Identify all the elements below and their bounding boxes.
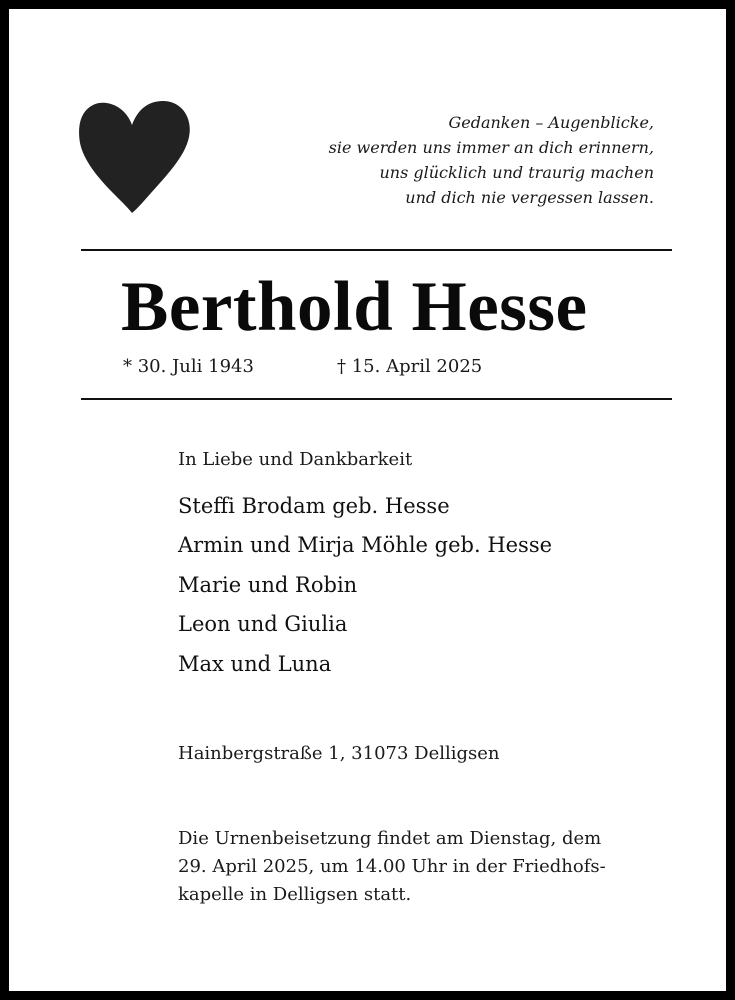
poem-line: uns glücklich und traurig machen bbox=[379, 163, 654, 182]
notice-line: kapelle in Delligsen statt. bbox=[178, 884, 412, 905]
mourner-name: Armin und Mirja Möhle geb. Hesse bbox=[178, 533, 553, 558]
burial-notice bbox=[178, 825, 606, 909]
mourner-name: Steffi Brodam geb. Hesse bbox=[178, 494, 450, 518]
mourner-name: Marie und Robin bbox=[178, 572, 358, 597]
bottom-divider bbox=[81, 398, 672, 400]
address: Hainbergstraße 1, 31073 Delligsen bbox=[178, 743, 500, 764]
poem bbox=[234, 110, 654, 210]
mourner-name: Leon und Giulia bbox=[178, 612, 348, 637]
heart-icon bbox=[77, 97, 193, 215]
death-date: † 15. April 2025 bbox=[337, 356, 483, 377]
mourners-list bbox=[178, 490, 552, 687]
notice-line: Die Urnenbeisetzung findet am Dienstag, dem bbox=[178, 828, 602, 849]
deceased-name: Berthold Hesse bbox=[121, 268, 588, 346]
notice-line: 29. April 2025, um 14.00 Uhr in der Friedhofs- bbox=[178, 856, 606, 877]
mourners-intro: In Liebe und Dankbarkeit bbox=[178, 449, 413, 470]
mourner-name: Max und Luna bbox=[178, 651, 332, 676]
top-divider bbox=[81, 249, 672, 251]
poem-line: sie werden uns immer an dich erinnern, bbox=[328, 138, 654, 157]
poem-line: und dich nie vergessen lassen. bbox=[405, 188, 654, 207]
poem-line: Gedanken – Augenblicke, bbox=[448, 113, 654, 132]
birth-date: * 30. Juli 1943 bbox=[123, 356, 254, 377]
